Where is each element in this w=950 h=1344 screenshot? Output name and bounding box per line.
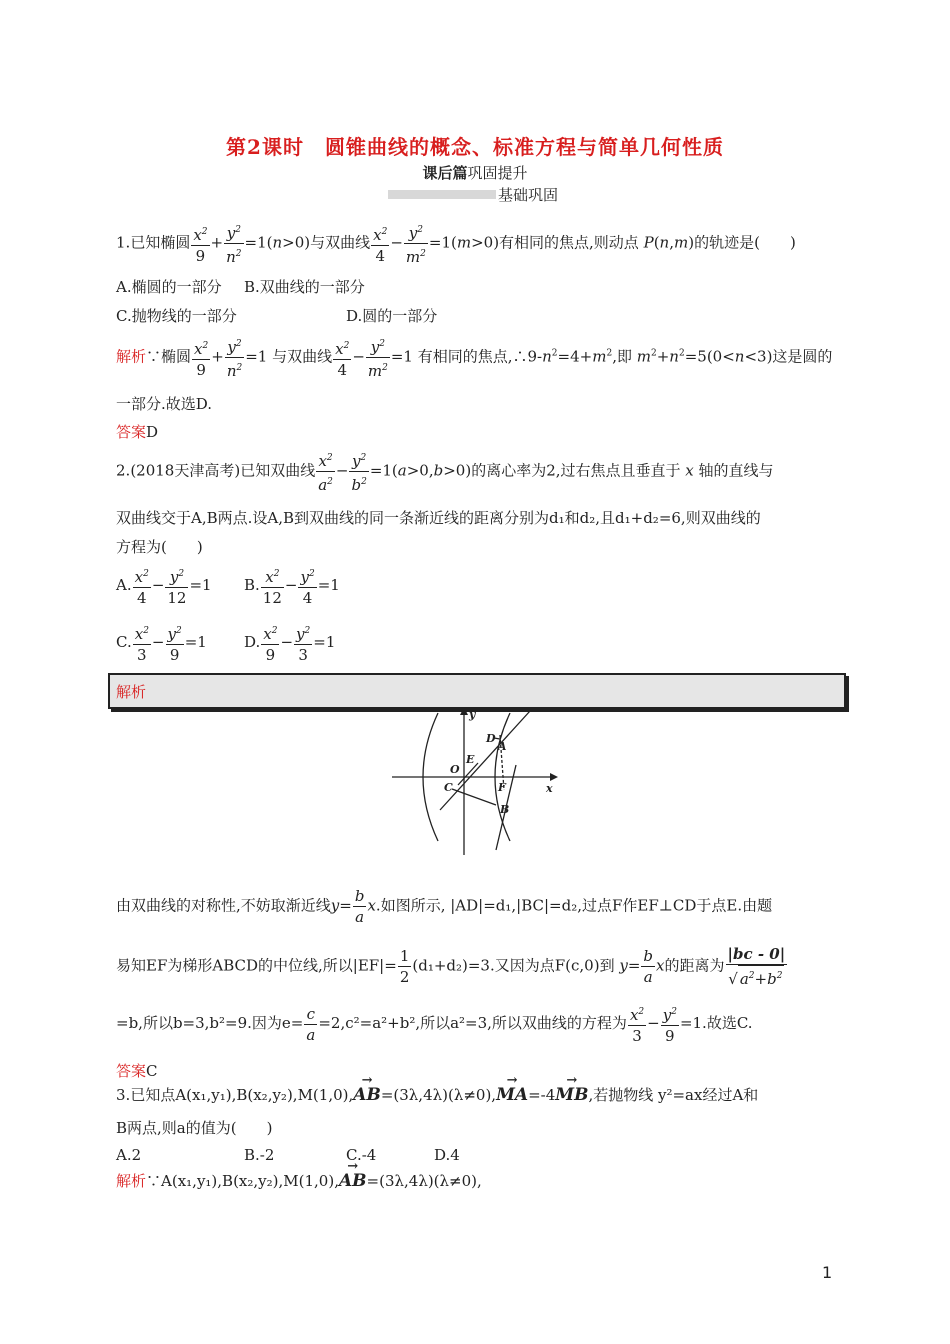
section-bar	[388, 190, 496, 199]
q3-stem: 3.已知点A(x₁,y₁),B(x₂,y₂),M(1,0),→ AB=(3λ,4λ)(λ≠0),→ MA=-4→ MB,若抛物线 y²=ax经过A和	[116, 1084, 758, 1105]
q1-option-c: C.抛物线的一部分	[116, 307, 237, 325]
q1-option-d: D.圆的一部分	[346, 307, 438, 325]
q2-option-b: B. $\frac{x^2}{12}$ − $\frac{y^2}{4}$ =1	[244, 564, 340, 608]
label-f: F	[498, 781, 506, 794]
q2-stem-l2: 双曲线交于A,B两点.设A,B到双曲线的同一条渐近线的距离分别为d₁和d₂,且d₁+d₂=6,则双曲线的	[116, 509, 761, 527]
hyperbola-figure	[380, 705, 570, 860]
page-number: 1	[822, 1263, 833, 1282]
q3-stem-l2: B两点,则a的值为( )	[116, 1119, 273, 1137]
label-b: B	[500, 803, 510, 816]
q1-solution: 解析∵椭圆 $\frac{x^2}{9}$ + $\frac{y^2}{n^2}$ =1 与双曲线 $\frac{x^2}{4}$ − $\frac{y^2}{m^2}$ =1 有相同的焦点$,\therefore 9-n^2=4+m^2$,即 $m^2+n^2=5(0<n<3)$这是圆的	[116, 334, 832, 381]
q3-option-b: B.-2	[244, 1146, 275, 1164]
q2-solution-p2: 易知EF为梯形ABCD的中位线,所以|EF|= $\frac{1}{2}$ (d₁+d₂)=3.又因为点F(c,0)到 y= $\frac{b}{a}$ x的距离为 $\frac{|bc - 0|}{√ a^2+b^2}$	[116, 945, 786, 988]
subtitle: 课后篇巩固提升	[422, 164, 528, 182]
q2-option-d: D. $\frac{x^2}{9}$ − $\frac{y^2}{3}$ =1	[244, 621, 335, 665]
q2-stem: 2.(2018天津高考)已知双曲线 $\frac{x^2}{a^2}$ − $\frac{y^2}{b^2}$ =1(a>0,b>0)的离心率为2,过右焦点且垂直于 x 轴的直线与	[116, 448, 774, 495]
q2-solution-p3: =b,所以b=3,b²=9.因为e= $\frac{c}{a}$ =2,c²=a²+b²,所以a²=3,所以双曲线的方程为 $\frac{x^2}{3}$ − $\frac{y^2}{9}$ =1.故选C.	[116, 1002, 753, 1046]
label-o: O	[450, 763, 460, 776]
label-e: E	[466, 753, 475, 766]
q1-solution-cont: 一部分.故选D.	[116, 395, 213, 413]
label-y: y	[469, 708, 476, 721]
q1-stem: 1.已知椭圆 $\frac{x^2}{9}$ + $\frac{y^2}{n^2}$ =1(n>0)与双曲线 $\frac{x^2}{4}$ − $\frac{y^2}{m^2}$ =1(m>0)有相同的焦点,则动点 P(n,m)的轨迹是( )	[116, 220, 796, 267]
q3-solution: 解析∵A(x₁,y₁),B(x₂,y₂),M(1,0),→ AB=(3λ,4λ)(λ≠0),	[116, 1170, 482, 1191]
solution-header-box: 解析	[108, 673, 846, 709]
label-x: x	[546, 782, 553, 795]
q2-option-a: A. $\frac{x^2}{4}$ − $\frac{y^2}{12}$ =1	[116, 564, 212, 608]
q3-option-c: C.-4	[346, 1146, 377, 1164]
section-label: 基础巩固	[498, 186, 559, 204]
label-c: C	[444, 781, 453, 794]
q2-answer: 答案C	[116, 1062, 158, 1080]
page-title: 第2课时 圆锥曲线的概念、标准方程与简单几何性质	[226, 135, 724, 159]
label-a: A	[498, 740, 507, 753]
label-d: D	[486, 732, 496, 745]
asymptote-line	[440, 711, 530, 810]
q2-stem-l3: 方程为( )	[116, 538, 203, 556]
q1-option-a: A.椭圆的一部分	[116, 278, 222, 296]
q1-answer: 答案D	[116, 423, 159, 441]
q1-option-b: B.双曲线的一部分	[244, 278, 365, 296]
q3-option-d: D.4	[434, 1146, 460, 1164]
q3-option-a: A.2	[116, 1146, 142, 1164]
q2-option-c: C. $\frac{x^2}{3}$ − $\frac{y^2}{9}$ =1	[116, 621, 207, 665]
q2-solution-p1: 由双曲线的对称性,不妨取渐近线y= $\frac{b}{a}$ x.如图所示, |AD|=d₁,|BC|=d₂,过点F作EF⊥CD于点E.由题	[116, 887, 773, 926]
